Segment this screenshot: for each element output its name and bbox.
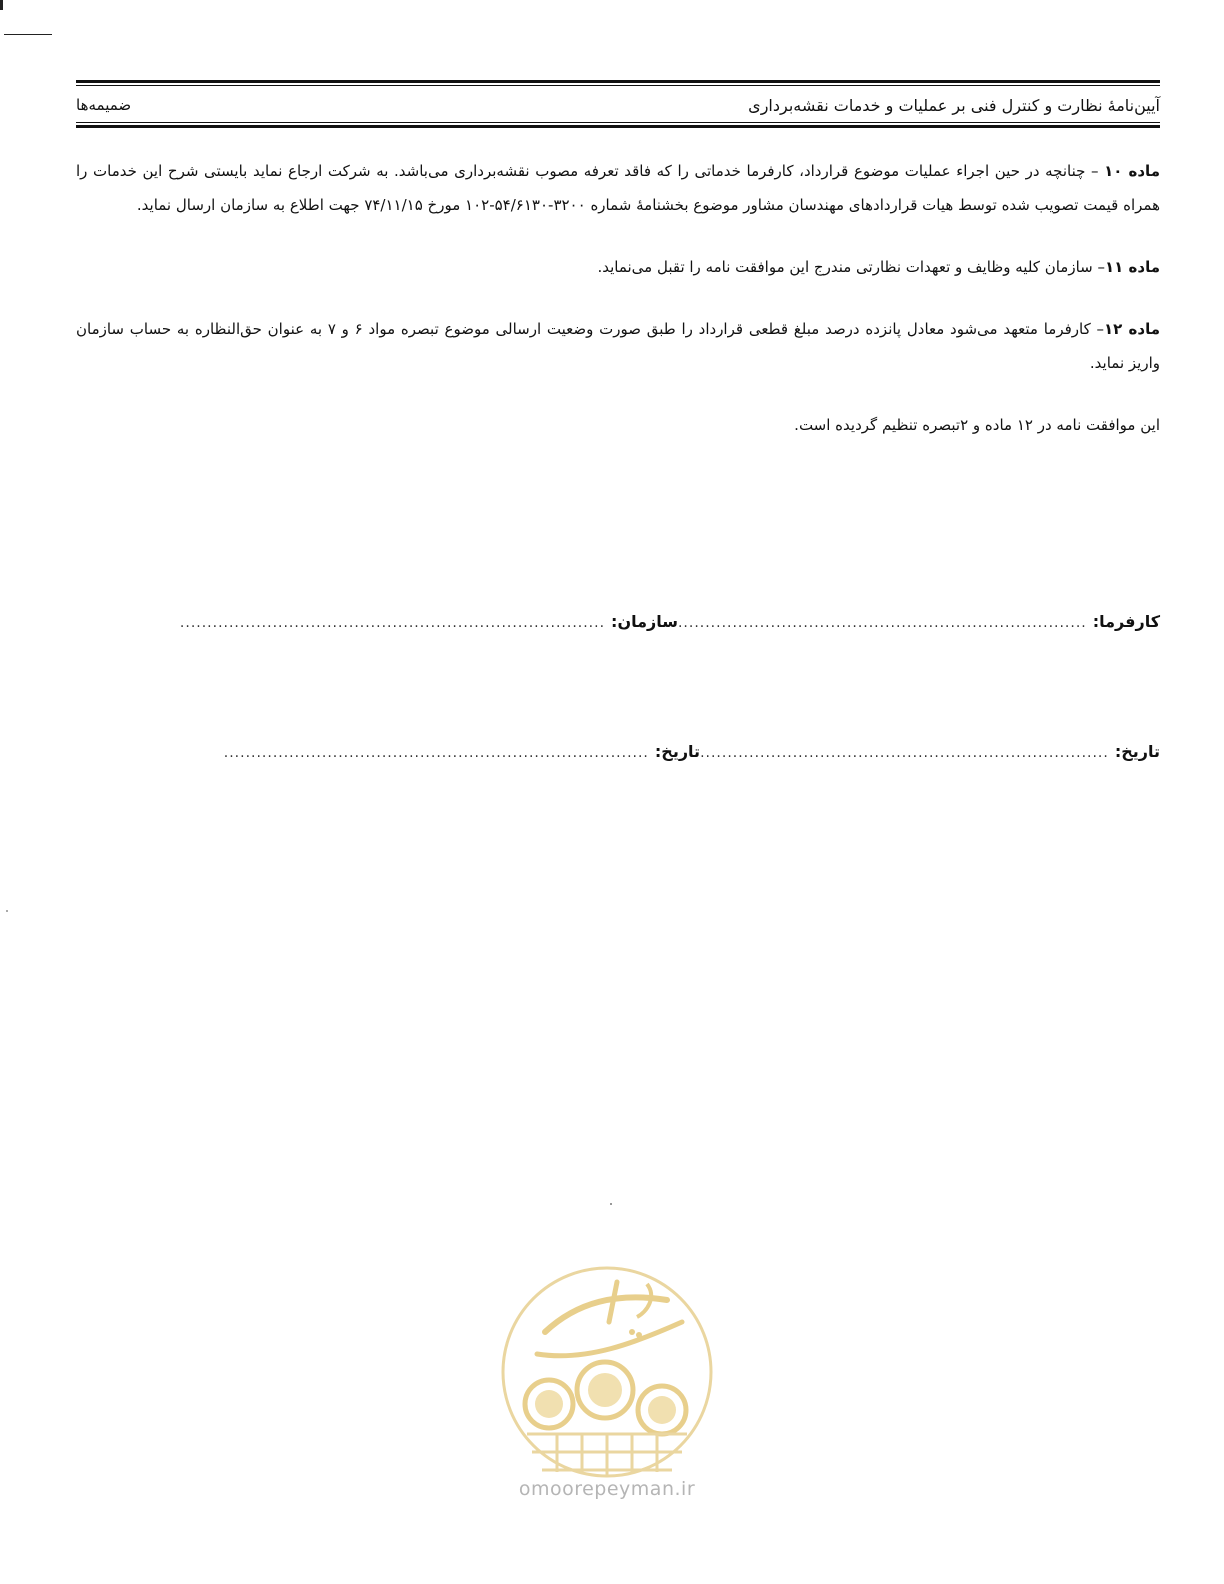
- employer-signature: [678, 612, 1160, 631]
- organization-date: [224, 742, 700, 761]
- scan-speck: [610, 1203, 612, 1205]
- document-body: [76, 154, 1160, 457]
- page-header: [76, 91, 1160, 119]
- organization-label: سازمان:: [611, 612, 678, 631]
- document-title: آیین‌نامهٔ نظارت و کنترل فنی بر عملیات و خدمات نقشه‌برداری: [748, 95, 1160, 115]
- organization-signature: [180, 612, 678, 631]
- header-top-rule-thick: [76, 80, 1160, 83]
- article-11: [76, 250, 1160, 284]
- scan-corner-line: [4, 34, 52, 35]
- scan-speck: [6, 910, 8, 912]
- organization-date-line: ..............................................................................: [223, 745, 649, 761]
- signature-row-dates: [76, 742, 1160, 761]
- article-text: – کارفرما متعهد می‌شود معادل پانزده درصد مبلغ قطعی قرارداد را طبق صورت وضعیت ارسالی موضوع تبصره مواد ۶ و ۷ به عنوان حق‌النظاره به حساب سازمان واریز نماید.: [76, 320, 1160, 372]
- article-text: – سازمان کلیه وظایف و تعهدات نظارتی مندرج این موافقت نامه را تقبل می‌نماید.: [597, 258, 1105, 276]
- article-12: [76, 312, 1160, 380]
- scan-corner-mark: [0, 0, 3, 10]
- article-label: ماده ۱۱: [1104, 258, 1160, 276]
- watermark-logo: [497, 1262, 717, 1512]
- employer-date-label: تاریخ:: [1114, 742, 1160, 761]
- section-label: ضمیمه‌ها: [76, 96, 132, 114]
- signature-row-names: [76, 612, 1160, 631]
- header-top-rule-thin: [76, 85, 1160, 86]
- article-10: [76, 154, 1160, 222]
- employer-signature-line: ...........................................................................: [677, 615, 1087, 631]
- employer-label: کارفرما:: [1092, 612, 1160, 631]
- article-label: ماده ۱۰: [1104, 162, 1160, 180]
- article-label: ماده ۱۲: [1104, 320, 1161, 338]
- employer-date-line: ...........................................................................: [700, 745, 1109, 761]
- organization-signature-line: ..............................................................................: [179, 615, 606, 631]
- watermark-url: omoorepeyman.ir: [518, 1478, 696, 1500]
- header-bottom-rule-thick: [76, 125, 1160, 128]
- article-text: – چنانچه در حین اجراء عملیات موضوع قرارداد، کارفرما خدماتی را که فاقد تعرفه مصوب نقشه‌برداری می‌باشد. به شرکت ارجاع نماید بایستی شرح این خدمات را همراه قیمت تصویب شده توسط هیات قراردادهای مهندسان مشاور موضوع بخشنامهٔ شماره ۳۲۰۰-۵۴/۶۱۳۰-۱۰۲ مورخ ۷۴/۱۱/۱۵ جهت اطلاع به سازمان ارسال نماید.: [76, 162, 1160, 214]
- closing-statement: این موافقت نامه در ۱۲ ماده و ۲تبصره تنظیم گردیده است.: [794, 416, 1160, 434]
- employer-date: [700, 742, 1160, 761]
- organization-date-label: تاریخ:: [654, 742, 701, 761]
- header-bottom-rule-thin: [76, 122, 1160, 123]
